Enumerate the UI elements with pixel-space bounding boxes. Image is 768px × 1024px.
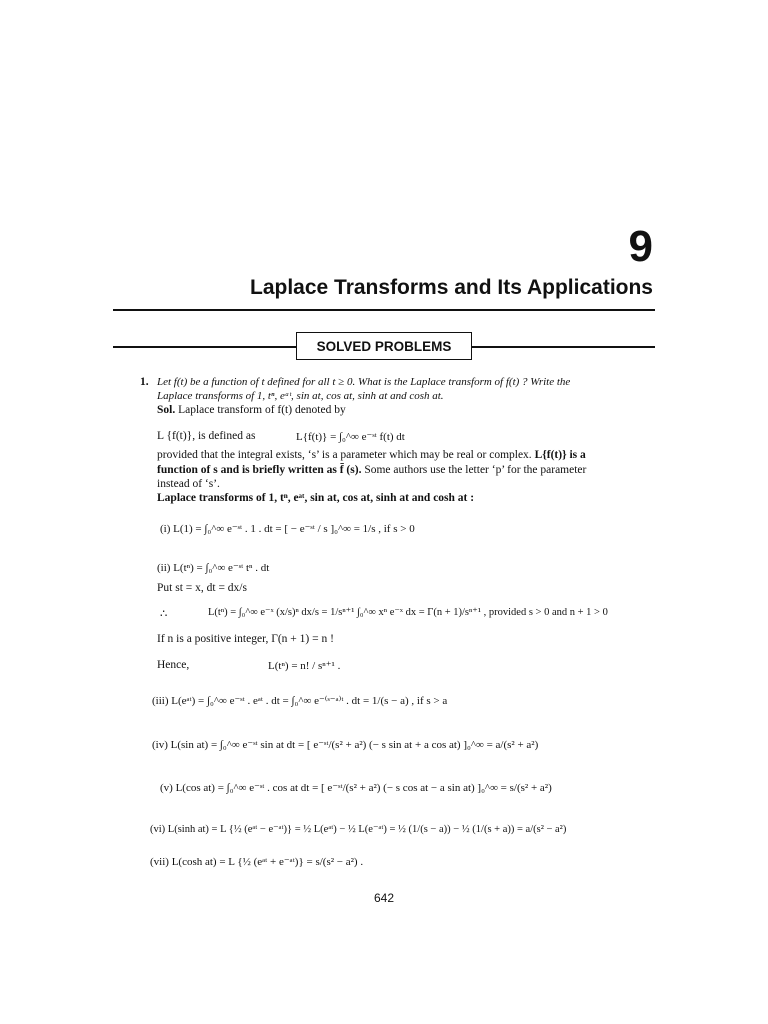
para-line-2	[157, 464, 586, 476]
title-rule	[113, 309, 655, 311]
para-line-1a: provided that the integral exists, ‘s’ is a parameter which may be real or complex.	[157, 449, 532, 461]
equation-iv: (iv) L(sin at) = ∫₀^∞ e⁻ˢᵗ sin at dt = [ e⁻ˢᵗ/(s² + a²) (− s sin at + a cos at) ]₀^∞ = a/(s² + a²)	[152, 739, 539, 751]
hence-label: Hence,	[157, 659, 190, 671]
positive-integer-line: If n is a positive integer, Γ(n + 1) = n !	[157, 633, 334, 645]
chapter-title: Laplace Transforms and Its Applications	[250, 276, 653, 299]
para-line-1b: L{f(t)} is a	[534, 449, 586, 461]
equation-i: (i) L(1) = ∫₀^∞ e⁻ˢᵗ . 1 . dt = [ − e⁻ˢᵗ / s ]₀^∞ = 1/s , if s > 0	[160, 523, 415, 535]
hence-equation: L(tⁿ) = n! / sⁿ⁺¹ .	[268, 660, 341, 672]
para-line-2a: function of s and is briefly written as f̄ (s).	[157, 464, 362, 476]
substitution-line: Put st = x, dt = dx/s	[157, 582, 247, 594]
para-line-2b: Some authors use the letter ‘p’ for the parameter	[364, 464, 587, 476]
problem-number: 1.	[140, 376, 149, 388]
equation-iii: (iii) L(eᵃᵗ) = ∫₀^∞ e⁻ˢᵗ . eᵃᵗ . dt = ∫₀^∞ e⁻⁽ˢ⁻ᵃ⁾ᵗ . dt = 1/(s − a) , if s > a	[152, 695, 448, 707]
transforms-heading: Laplace transforms of 1, tⁿ, eᵃᵗ, sin at, cos at, sinh at and cosh at :	[157, 492, 475, 504]
definition-lhs: L {f(t)}, is defined as	[157, 430, 256, 442]
section-rule-left	[113, 346, 296, 348]
equation-ltn: L(tⁿ) = ∫₀^∞ e⁻ˣ (x/s)ⁿ dx/s = 1/sⁿ⁺¹ ∫₀^∞ xⁿ e⁻ˣ dx = Γ(n + 1)/sⁿ⁺¹ , provided s > 0 and n + 1 > 0	[208, 607, 608, 618]
question-line-1: Let f(t) be a function of t defined for all t ≥ 0. What is the Laplace transform of f(t) ? Write the	[157, 376, 571, 388]
equation-vii: (vii) L(cosh at) = L {½ (eᵃᵗ + e⁻ᵃᵗ)} = s/(s² − a²) .	[150, 856, 364, 868]
therefore-symbol: ∴	[160, 608, 168, 620]
definition-equation: L{f(t)} = ∫₀^∞ e⁻ˢᵗ f(t) dt	[296, 431, 405, 443]
question-line-2: Laplace transforms of 1, tⁿ, eᵃᵗ, sin at, cos at, sinh at and cosh at.	[157, 390, 444, 402]
sol-label: Sol.	[157, 404, 176, 416]
equation-v: (v) L(cos at) = ∫₀^∞ e⁻ˢᵗ . cos at dt = [ e⁻ˢᵗ/(s² + a²) (− s cos at − a sin at) ]₀^∞ = s/(s² + a²)	[160, 782, 552, 794]
para-line-3: instead of ‘s’.	[157, 478, 220, 490]
chapter-number: 9	[628, 222, 653, 271]
equation-ii: (ii) L(tⁿ) = ∫₀^∞ e⁻ˢᵗ tⁿ . dt	[157, 562, 270, 574]
page-number: 642	[373, 891, 395, 905]
para-line-1	[157, 449, 586, 461]
section-rule-right	[472, 346, 655, 348]
equation-vi: (vi) L(sinh at) = L {½ (eᵃᵗ − e⁻ᵃᵗ)} = ½ L(eᵃᵗ) − ½ L(e⁻ᵃᵗ) = ½ (1/(s − a)) − ½ (1/(s + a)) = a/(s² − a²)	[150, 824, 567, 835]
solution-intro	[157, 404, 346, 416]
section-title: SOLVED PROBLEMS	[296, 332, 472, 360]
sol-line-1: Laplace transform of f(t) denoted by	[178, 404, 346, 416]
